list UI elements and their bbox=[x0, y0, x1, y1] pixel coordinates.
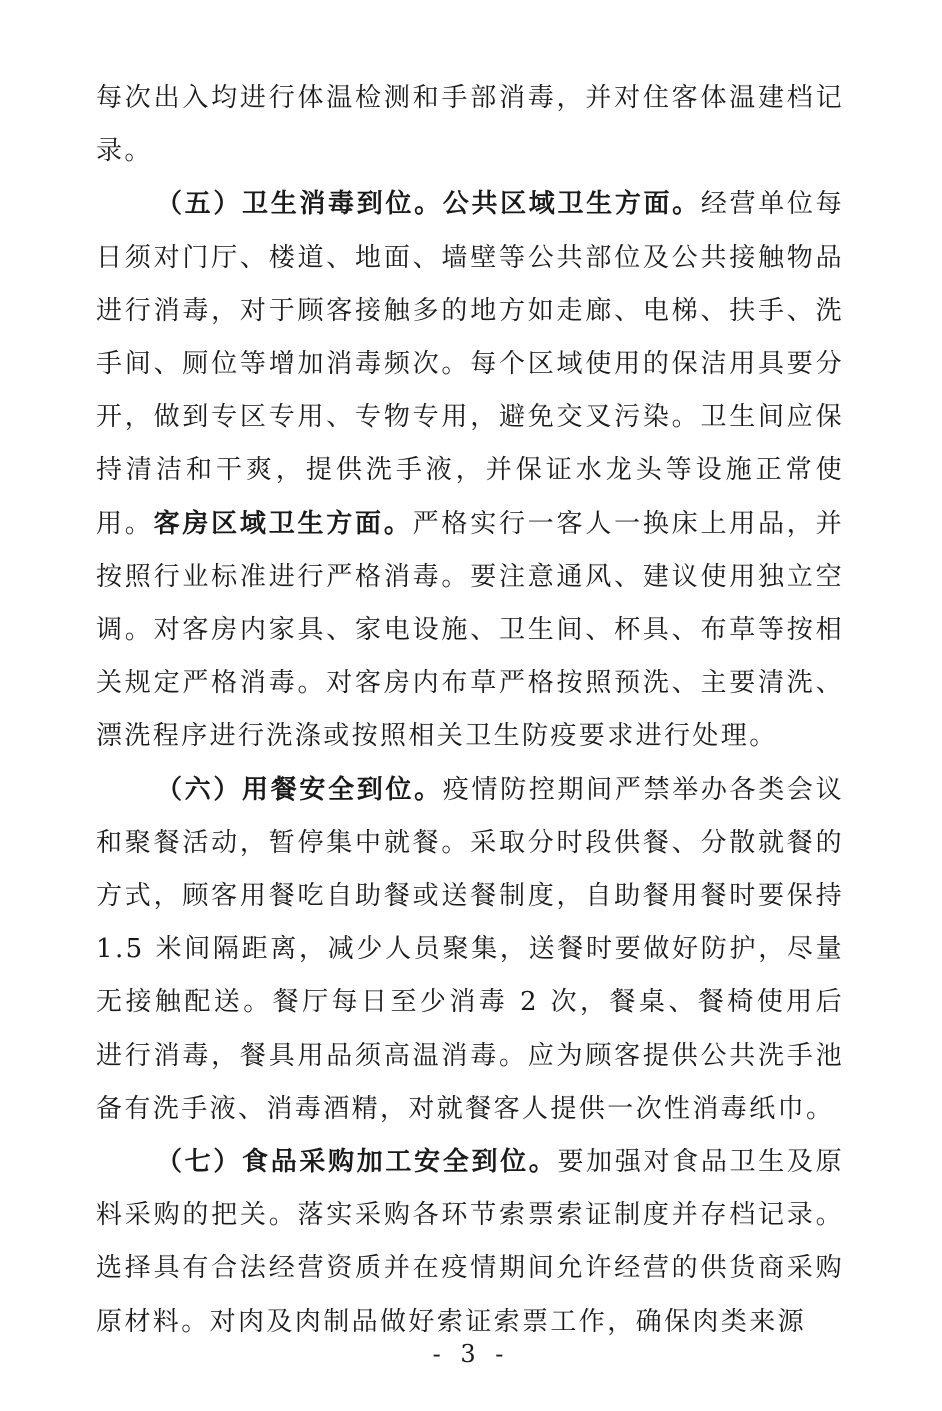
section-heading-6: （六）用餐安全到位。 bbox=[156, 774, 443, 805]
paragraph-text: 每次出入均进行体温检测和手部消毒，并对住客体温建档记录。 bbox=[96, 83, 844, 167]
paragraph-text: 要加强对食品卫生及原料采购的把关。落实采购各环节索票索证制度并存档记录。选择具有合法经营资质并在疫情期间允许经营的供货商采购原材料。对肉及肉制品做好索证索票工作，确保肉类来源 bbox=[96, 1147, 844, 1337]
section-heading-5: （五）卫生消毒到位。 bbox=[156, 189, 443, 220]
paragraph-continuation bbox=[96, 72, 844, 178]
subheading-guest-room: 客房区域卫生方面。 bbox=[153, 508, 413, 539]
paragraph-text: 经营单位每日须对门厅、楼道、地面、墙壁等公共部位及公共接触物品进行消毒，对于顾客接触多的地方如走廊、电梯、扶手、洗手间、厕位等增加消毒频次。每个区域使用的保洁用具要分开，做到专区专用、专物专用，避免交叉污染。卫生间应保持清洁和干爽，提供洗手液，并保证水龙头等设施正常使用。 bbox=[96, 189, 844, 539]
paragraph-dining-safety bbox=[96, 764, 844, 1136]
paragraph-text: 严格实行一客人一换床上用品，并按照行业标准进行严格消毒。要注意通风、建议使用独立空调。对客房内家具、家电设施、卫生间、杯具、布草等按相关规定严格消毒。对客房内布草严格按照预洗、主要清洗、漂洗程序进行洗涤或按照相关卫生防疫要求进行处理。 bbox=[96, 508, 844, 752]
subheading-public-area: 公共区域卫生方面。 bbox=[442, 189, 701, 220]
paragraph-text: 疫情防控期间严禁举办各类会议和聚餐活动，暂停集中就餐。采取分时段供餐、分散就餐的方式，顾客用餐吃自助餐或送餐制度，自助餐用餐时要保持1.5 米间隔距离，减少人员聚集，送餐时要做好防护，尽量无接触配送。餐厅每日至少消毒 2 次，餐桌、餐椅使用后进行消毒，餐具用品须高温消毒。应为顾客提供公共洗手池备有洗手液、消毒酒精，对就餐客人提供一次性消毒纸巾。 bbox=[96, 774, 844, 1124]
document-page bbox=[96, 72, 844, 1349]
paragraph-food-procurement bbox=[96, 1136, 844, 1349]
page-number: - 3 - bbox=[432, 1340, 510, 1368]
section-heading-7: （七）食品采购加工安全到位。 bbox=[156, 1147, 558, 1178]
paragraph-hygiene-disinfection bbox=[96, 178, 844, 763]
